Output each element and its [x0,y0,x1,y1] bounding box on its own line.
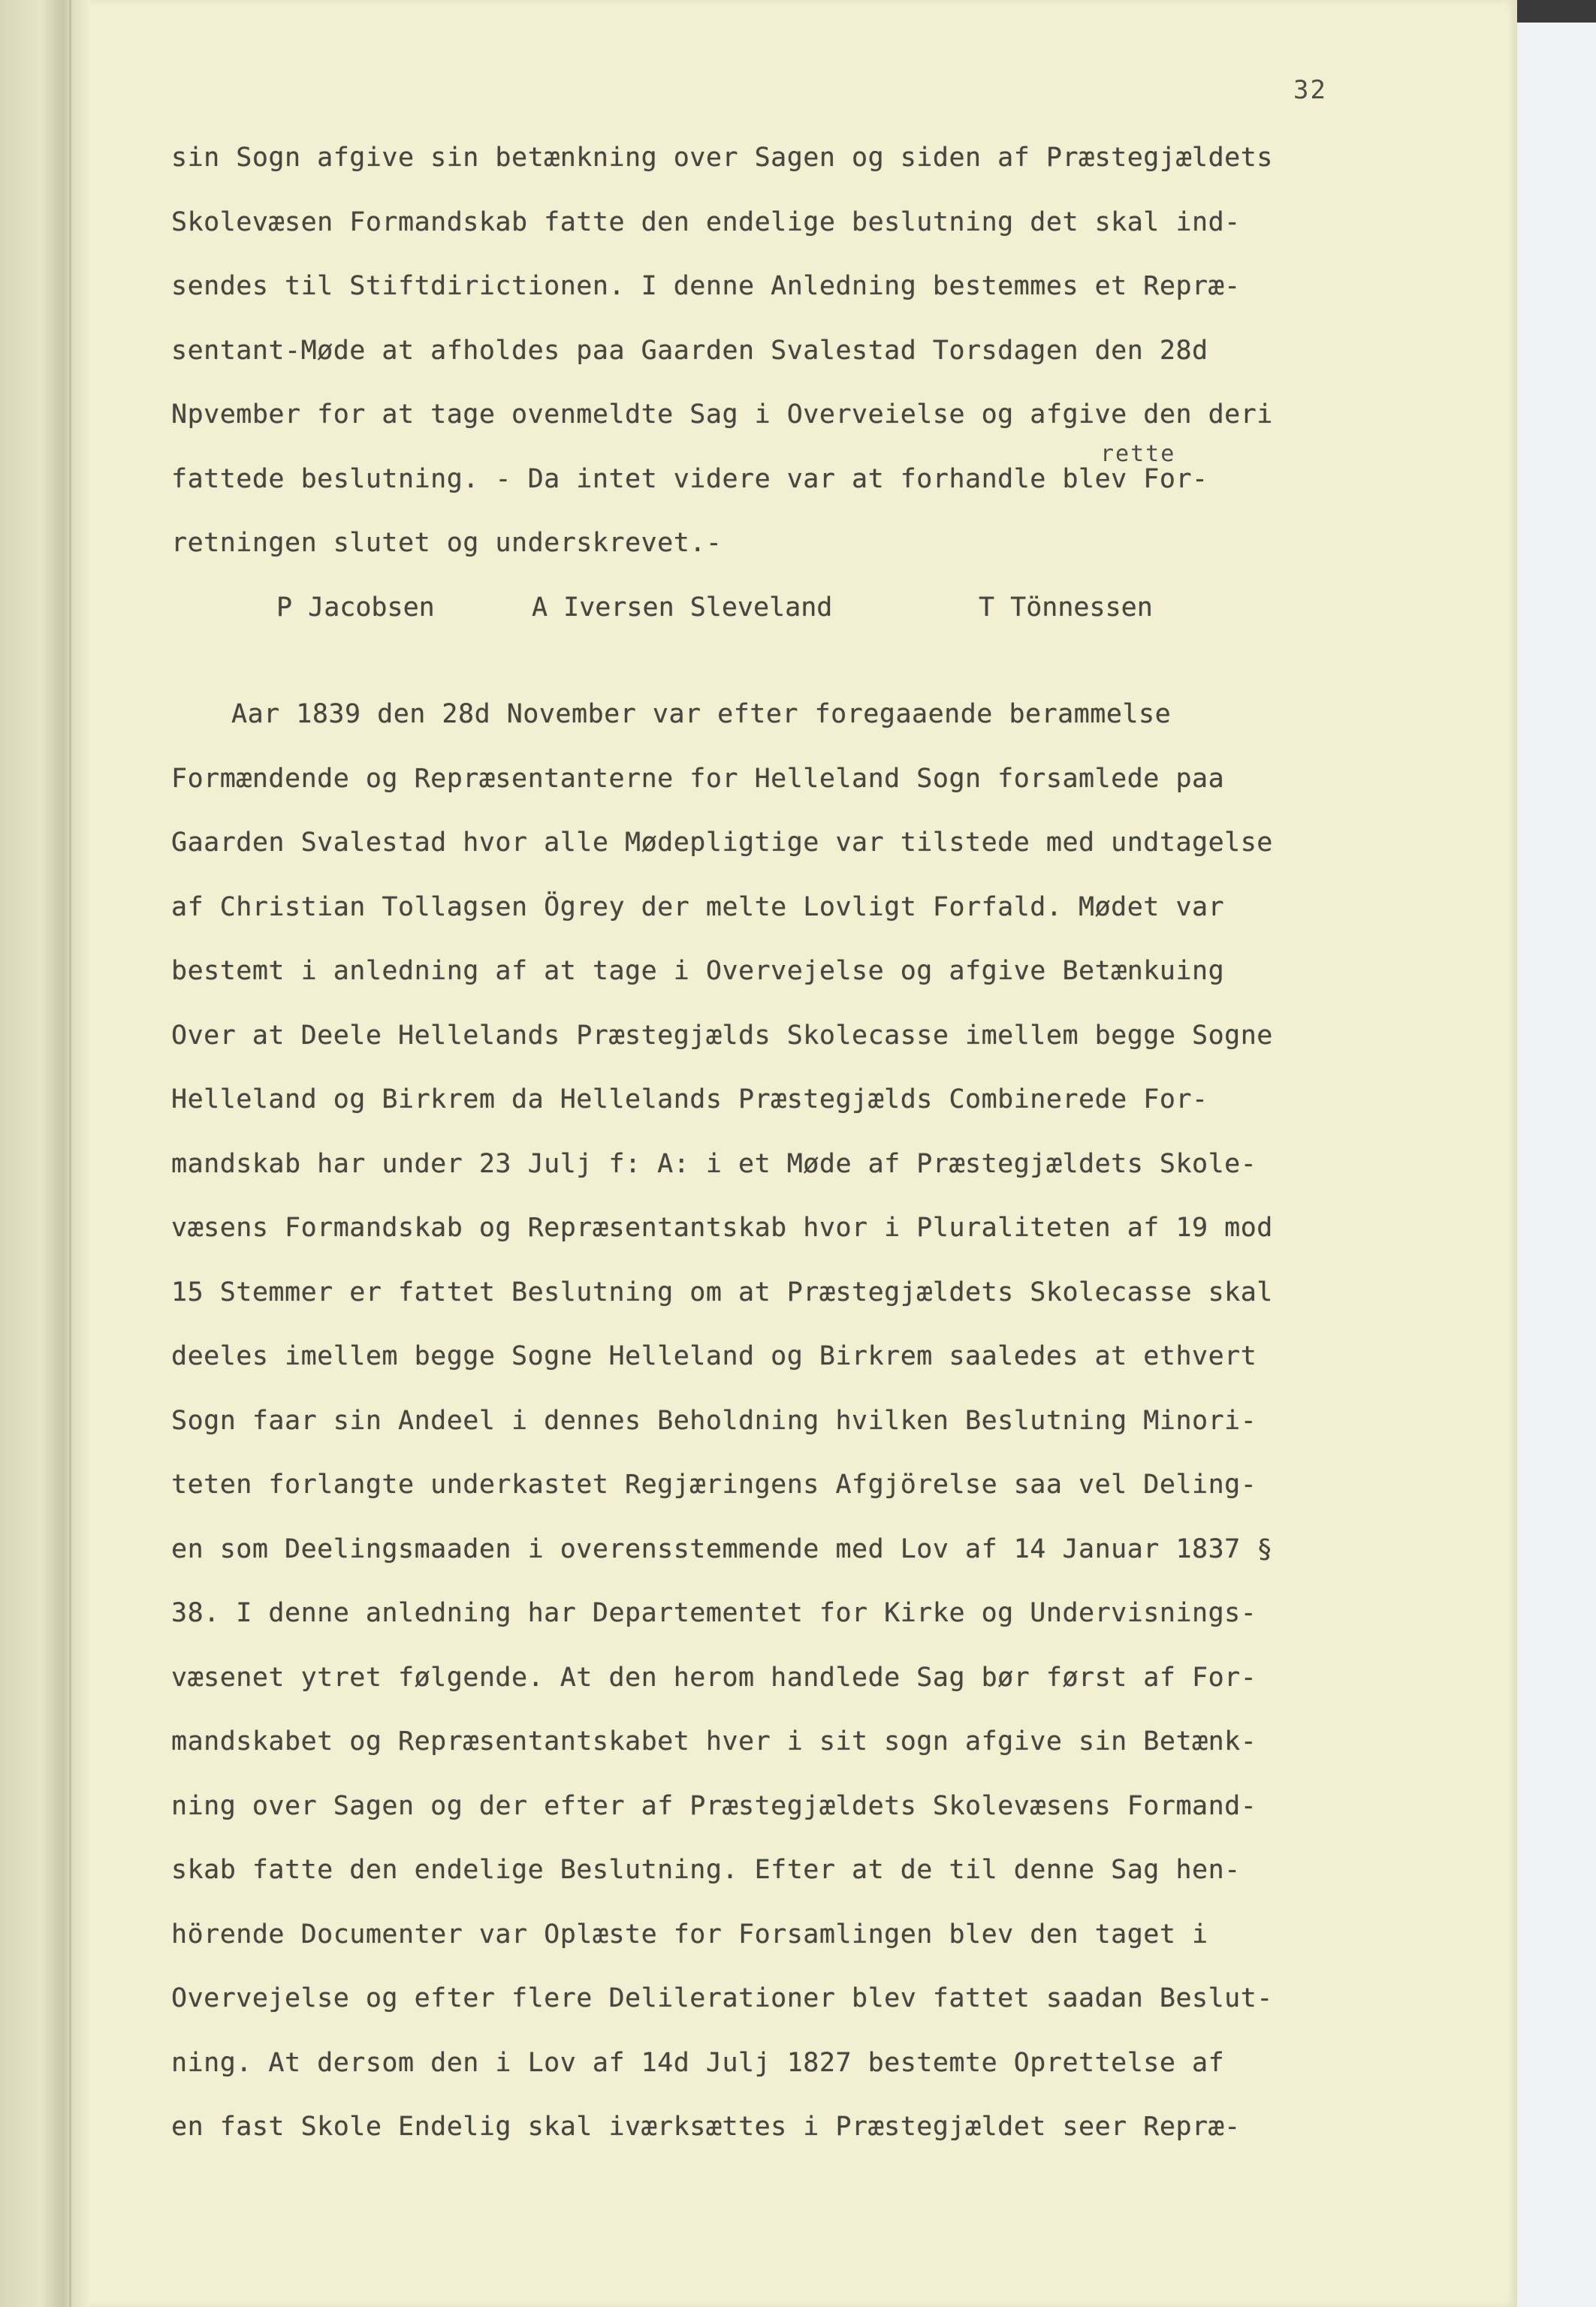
signature-sleveland: A Iversen Sleveland [532,592,833,623]
text-line: Npvember for at tage ovenmeldte Sag i Overveielse og afgive den deri [171,400,1273,430]
text-line: væsens Formandskab og Repræsentantskab hvor i Pluraliteten af 19 mod [171,1213,1273,1243]
binding-gutter [0,0,90,2307]
text-line: Over at Deele Hellelands Præstegjælds Skolecasse imellem begge Sogne [171,1020,1273,1051]
text-line: Sogn faar sin Andeel i dennes Beholdning hvilken Beslutning Minori- [171,1405,1257,1436]
text-line: sentant-Møde at afholdes paa Gaarden Svalestad Torsdagen den 28d [171,335,1208,366]
text-line: Aar 1839 den 28d November var efter foregaaende berammelse [231,699,1172,729]
text-line: deeles imellem begge Sogne Helleland og Birkrem saaledes at ethvert [171,1341,1257,1371]
signature-line [171,593,1508,657]
text-line: fattede beslutning. - Da intet videre var at forhandle blev For- [171,463,1208,494]
text-line: 38. I denne anledning har Departementet for Kirke og Undervisnings- [171,1598,1257,1628]
text-line: mandskabet og Repræsentantskabet hver i sit sogn afgive sin Betænk- [171,1726,1257,1757]
text-line: en fast Skole Endelig skal iværksættes i Præstegjældet seer Repræ- [171,2112,1241,2142]
text-line: hörende Documenter var Oplæste for Forsamlingen blev den taget i [171,1919,1208,1950]
scan-board [1510,23,1596,2307]
signature-jacobsen: P Jacobsen [276,592,435,623]
text-line: Formændende og Repræsentanterne for Helleland Sogn forsamlede paa [171,763,1225,794]
signature-tonnessen: T Tönnessen [979,592,1153,623]
text-line: en som Deelingsmaaden i overensstemmende med Lov af 14 Januar 1837 § [171,1533,1273,1564]
page-number: 32 [1293,75,1327,105]
text-line: 15 Stemmer er fattet Beslutning om at Præstegjældets Skolecasse skal [171,1277,1273,1307]
text-line: Gaarden Svalestad hvor alle Mødepligtige var tilstede med undtagelse [171,828,1273,858]
text-line: Helleland og Birkrem da Hellelands Præstegjælds Combinerede For- [171,1084,1208,1114]
binding-edge [69,0,71,2307]
text-line: Skolevæsen Formandskab fatte den endelige beslutning det skal ind- [171,207,1241,237]
text-line: bestemt i anledning af at tage i Overvejelse og afgive Betænkuing [171,956,1225,986]
text-line: af Christian Tollagsen Ögrey der melte Lovligt Forfald. Mødet var [171,891,1225,922]
text-line: sendes til Stiftdirictionen. I denne Anledning bestemmes et Repræ- [171,271,1241,301]
text-line: væsenet ytret følgende. At den herom handlede Sag bør først af For- [171,1662,1257,1693]
text-line: skab fatte den endelige Beslutning. Efter at de til denne Sag hen- [171,1855,1241,1885]
text-line: sin Sogn afgive sin betænkning over Sagen og siden af Præstegjældets [171,143,1273,173]
text-line: ning. At dersom den i Lov af 14d Julj 1827 bestemte Oprettelse af [171,2047,1225,2078]
text-line: Overvejelse og efter flere Delilerationer blev fattet saadan Beslut- [171,1983,1273,2013]
interlinear-insertion: rette [1100,441,1176,467]
text-line: mandskab har under 23 Julj f: A: i et Møde af Præstegjældets Skole- [171,1148,1257,1179]
text-line: retningen slutet og underskrevet.- [171,528,723,558]
text-line: teten forlangte underkastet Regjæringens Afgjörelse saa vel Deling- [171,1470,1257,1500]
typed-text-block [171,143,1508,2176]
paragraph-gap [171,656,1508,699]
text-line: ning over Sagen og der efter af Præstegjældets Skolevæsens Formand- [171,1790,1257,1821]
